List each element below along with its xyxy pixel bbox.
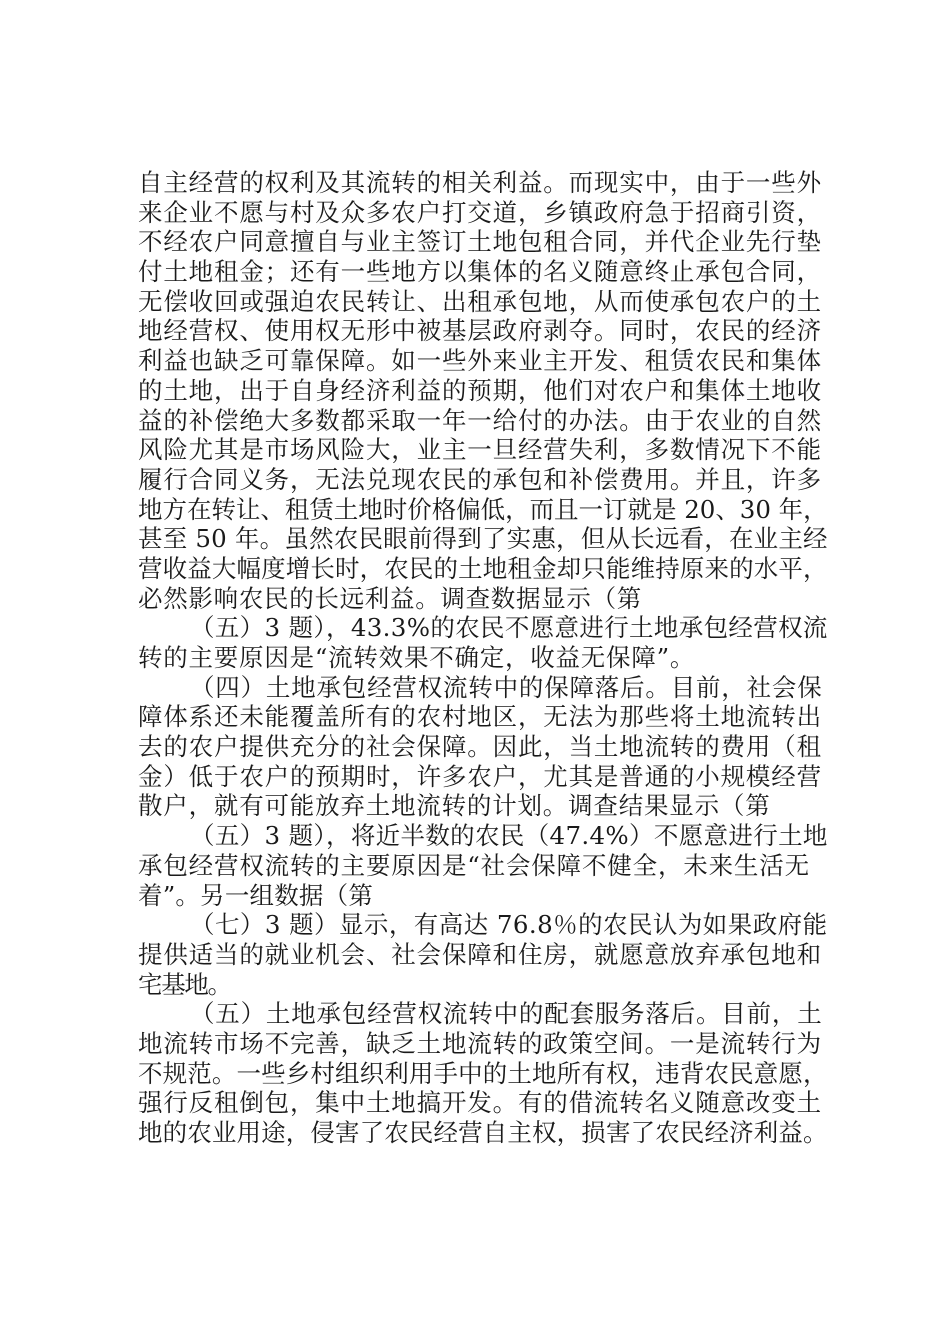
text-line: 必然影响农民的长远利益。调查数据显示（第 (138, 583, 642, 613)
text-line: 不经农户同意擅自与业主签订土地包租合同，并代企业先行垫 (138, 227, 822, 257)
text-line: 来企业不愿与村及众多农户打交道，乡镇政府急于招商引资， (138, 197, 822, 227)
text-line: 金）低于农户的预期时，许多农户，尤其是普通的小规模经营 (138, 761, 822, 791)
text-line: 着”。另一组数据（第 (138, 880, 374, 910)
text-line: 转的主要原因是“流转效果不确定，收益无保障”。 (138, 643, 696, 672)
text-line: （五）3 题），将近半数的农民（47.4%）不愿意进行土地 (190, 821, 828, 851)
text-line: 地经营权、使用权无形中被基层政府剥夺。同时，农民的经济 (138, 316, 822, 346)
text-line: 付土地租金；还有一些地方以集体的名义随意终止承包合同， (138, 257, 822, 287)
text-line: 营收益大幅度增长时，农民的土地租金却只能维持原来的水平， (138, 553, 828, 583)
text-line: 风险尤其是市场风险大，业主一旦经营失利，多数情况下不能 (138, 435, 822, 465)
text-line: 强行反租倒包，集中土地搞开发。有的借流转名义随意改变土 (138, 1088, 822, 1118)
text-line: 宅基地。 (138, 969, 231, 999)
body-text (138, 168, 838, 1148)
text-line: 去的农户提供充分的社会保障。因此，当土地流转的费用（租 (138, 732, 822, 762)
text-line: （四）土地承包经营权流转中的保障落后。目前，社会保 (190, 672, 823, 702)
text-line: （五）土地承包经营权流转中的配套服务落后。目前，土 (190, 999, 823, 1029)
text-line: 无偿收回或强迫农民转让、出租承包地，从而使承包农户的土 (138, 286, 822, 316)
text-line: 不规范。一些乡村组织利用手中的土地所有权，违背农民意愿， (138, 1058, 828, 1088)
text-line: 的土地，出于自身经济利益的预期，他们对农户和集体土地收 (138, 375, 822, 405)
text-line: 地流转市场不完善，缺乏土地流转的政策空间。一是流转行为 (138, 1028, 822, 1058)
text-line: 地的农业用途，侵害了农民经营自主权，损害了农民经济利益。 (138, 1118, 828, 1147)
text-line: 提供适当的就业机会、社会保障和住房，就愿意放弃承包地和 (138, 939, 822, 969)
text-line: 地方在转让、租赁土地时价格偏低，而且一订就是 20、30 年， (138, 494, 828, 524)
text-line: 甚至 50 年。虽然农民眼前得到了实惠，但从长远看，在业主经 (138, 524, 828, 554)
text-line: （五）3 题），43.3%的农民不愿意进行土地承包经营权流 (190, 613, 828, 643)
text-line: 散户，就有可能放弃土地流转的计划。调查结果显示（第 (138, 791, 771, 821)
text-line: 自主经营的权利及其流转的相关利益。而现实中，由于一些外 (138, 168, 822, 197)
text-line: 履行合同义务，无法兑现农民的承包和补偿费用。并且，许多 (138, 464, 822, 494)
text-line: 利益也缺乏可靠保障。如一些外来业主开发、租赁农民和集体 (138, 346, 822, 376)
text-line: 益的补偿绝大多数都采取一年一给付的办法。由于农业的自然 (138, 405, 822, 435)
text-line: 障体系还未能覆盖所有的农村地区，无法为那些将土地流转出 (138, 702, 822, 732)
text-line: 承包经营权流转的主要原因是“社会保障不健全，未来生活无 (138, 850, 810, 880)
text-line: （七）3 题）显示，有高达 76.8％的农民认为如果政府能 (190, 910, 828, 940)
